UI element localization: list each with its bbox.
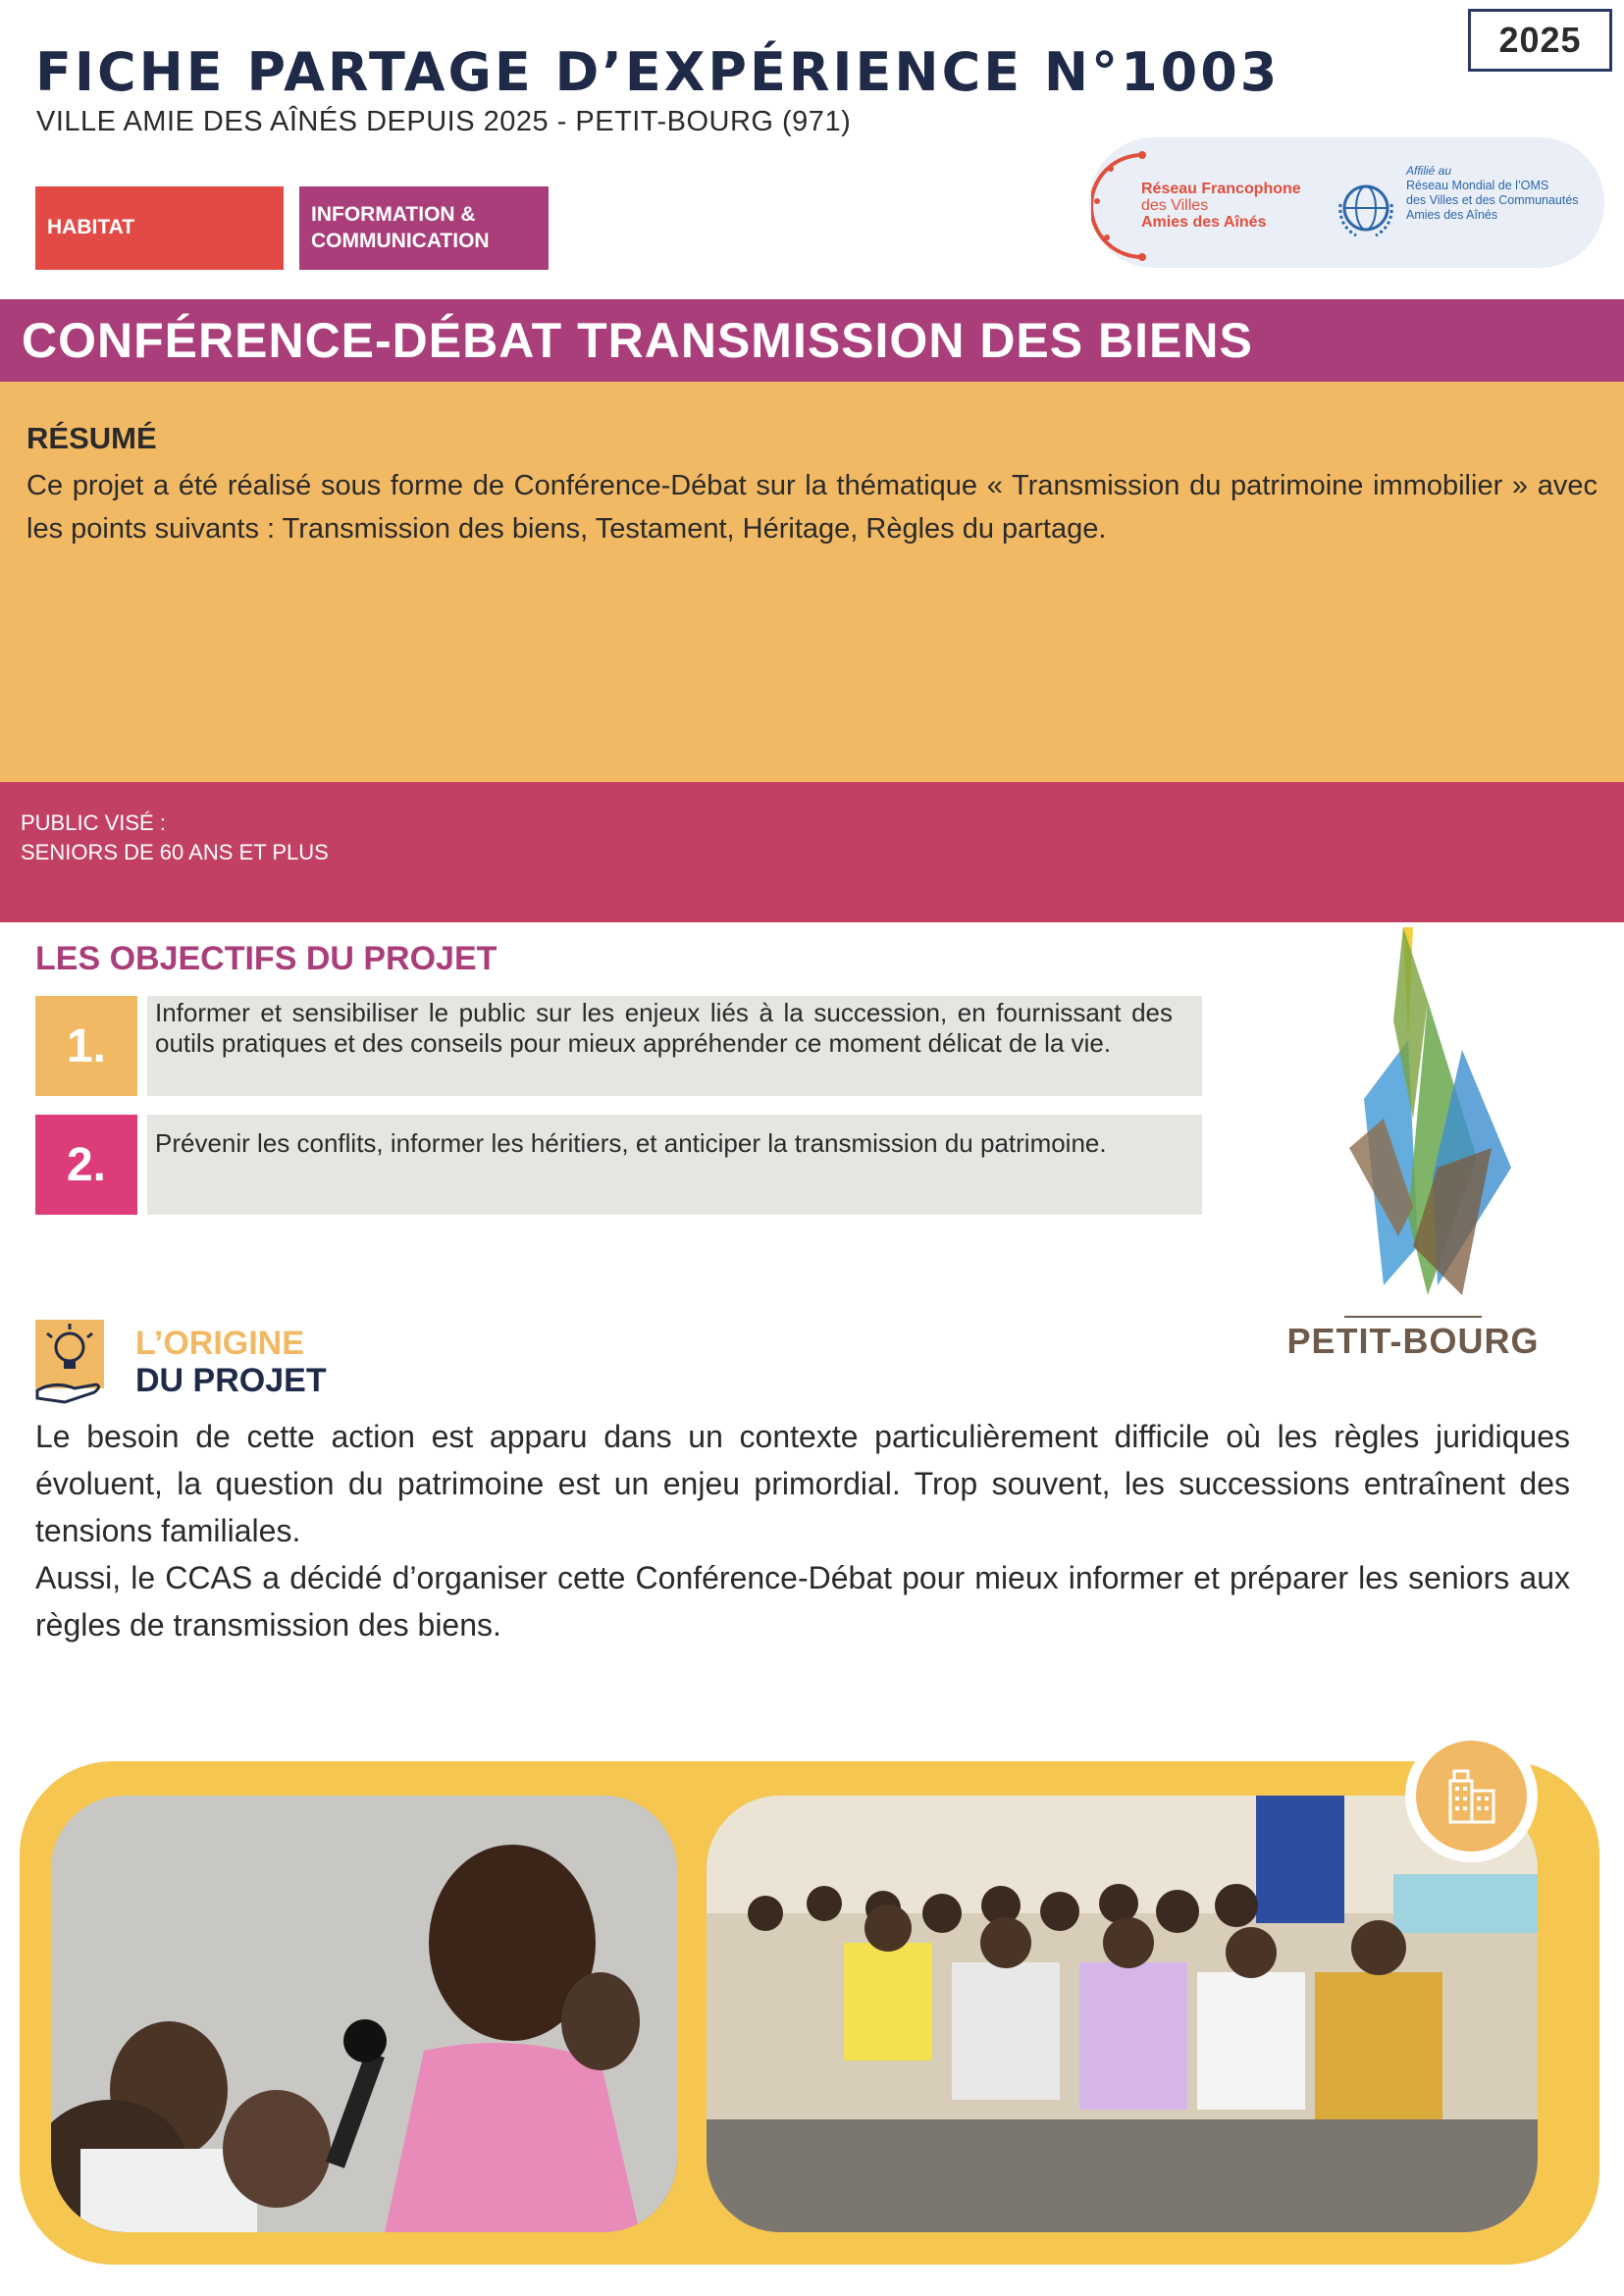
oms-logo-text (1406, 164, 1579, 223)
petit-bourg-logo-icon (1266, 922, 1560, 1334)
origin-paragraph-2: Aussi, le CCAS a décidé d’organiser cette Conférence-Débat pour mieux informer et préparer les seniors aux règles de transmission des biens. (35, 1560, 1570, 1643)
year-badge: 2025 (1468, 9, 1612, 72)
objective-text-2: Prévenir les conflits, informer les héritiers, et anticiper la transmission du patrimoine. (147, 1115, 1202, 1215)
public-value: SENIORS DE 60 ANS ET PLUS (21, 840, 329, 864)
rfvaa-line3: Amies des Aînés (1141, 214, 1267, 231)
photo-audience-illustration (707, 1796, 1538, 2232)
objective-number-1: 1. (35, 996, 137, 1096)
rfvaa-line1: Réseau Francophone (1141, 181, 1301, 197)
oms-line1: Réseau Mondial de l’OMS (1406, 179, 1549, 192)
lightbulb-hand-icon (35, 1320, 104, 1404)
photo-speaker (51, 1796, 677, 2232)
photo-speaker-illustration (51, 1796, 677, 2232)
tag-habitat-label: HABITAT (47, 216, 135, 239)
objective-text-1: Informer et sensibiliser le public sur les enjeux liés à la succession, en fournissant des outils pratiques et des conseils pour mieux appréhender ce moment délicat de la vie. (147, 996, 1202, 1096)
origin-text (35, 1413, 1570, 1648)
project-title: CONFÉRENCE-DÉBAT TRANSMISSION DES BIENS (0, 299, 1624, 382)
oms-affiliated: Affilié au (1406, 164, 1452, 178)
rfvaa-line2: des Villes (1141, 197, 1209, 214)
rfvaa-logo-text (1141, 181, 1301, 231)
tag-habitat (35, 186, 284, 270)
page-title: FICHE PARTAGE D’EXPÉRIENCE N°1003 (35, 41, 1281, 103)
origin-paragraph-1: Le besoin de cette action est apparu dans un contexte particulièrement difficile où les règles juridiques évoluent, la question du patrimoine est un enjeu primordial. Trop souvent, les successions entraînent des tensions familiales. (35, 1419, 1570, 1548)
objective-number-2: 2. (35, 1115, 137, 1215)
public-section (0, 782, 1624, 922)
oms-line3: Amies des Aînés (1406, 208, 1498, 222)
building-icon (1416, 1741, 1527, 1852)
tag-info-label (311, 202, 490, 254)
oms-line2: des Villes et des Communautés (1406, 193, 1579, 207)
tag-information-communication (299, 186, 549, 270)
page-subtitle: VILLE AMIE DES AÎNÉS DEPUIS 2025 - PETIT-BOURG (971) (36, 106, 852, 137)
resume-section (0, 382, 1624, 782)
resume-heading: RÉSUMÉ (26, 421, 157, 455)
objectives-heading: LES OBJECTIFS DU PROJET (35, 940, 498, 977)
tag-info-label-line2: COMMUNICATION (311, 229, 490, 252)
tag-info-label-line1: INFORMATION & (311, 203, 476, 227)
origin-heading-line1: L’ORIGINE (135, 1325, 304, 1362)
resume-text: Ce projet a été réalisé sous forme de Conférence-Débat sur la thématique « Transmission du patrimoine immobilier » avec les points suivants : Transmission des biens, Testament, Héritage, Règles du partage. (26, 470, 1598, 545)
city-logo-name: PETIT-BOURG (1286, 1321, 1540, 1361)
origin-heading-line2: DU PROJET (135, 1362, 327, 1399)
public-label: PUBLIC VISÉ : (21, 810, 166, 835)
oms-globe-icon (1335, 177, 1397, 239)
photo-audience (707, 1796, 1538, 2232)
